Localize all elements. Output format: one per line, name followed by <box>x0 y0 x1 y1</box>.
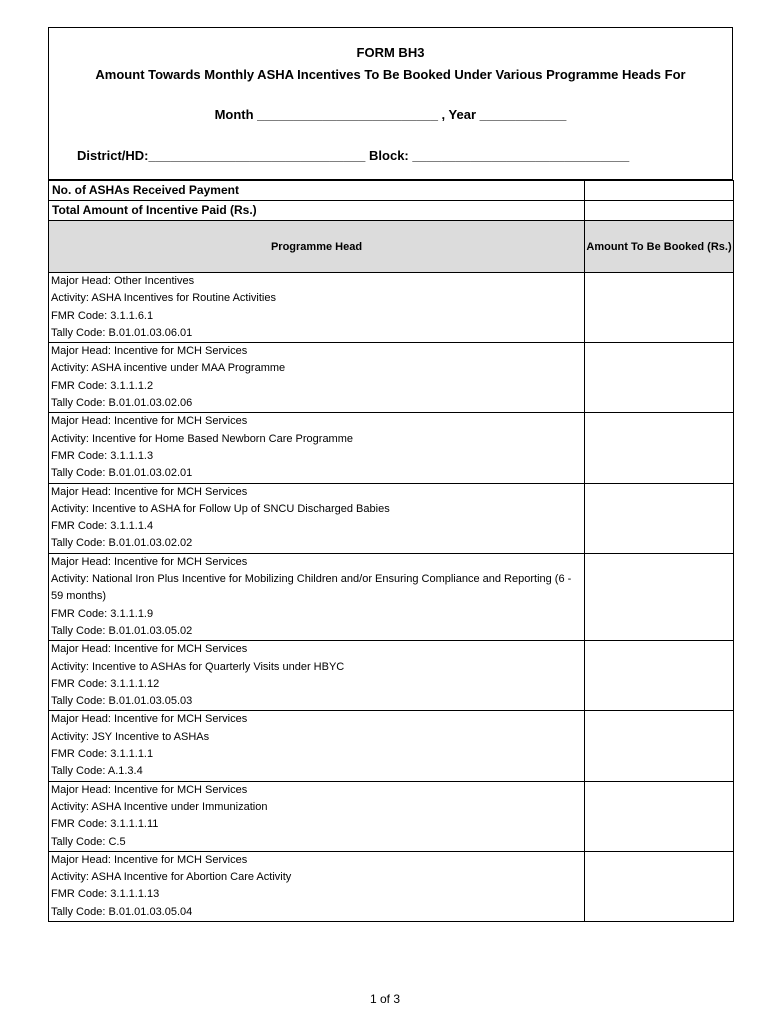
table-row <box>49 483 734 553</box>
programme-head-cell <box>49 781 585 851</box>
form-header <box>48 27 733 180</box>
major-head-text: Major Head: Incentive for MCH Services <box>51 783 248 796</box>
column-header-amount: Amount To Be Booked (Rs.) <box>585 221 734 273</box>
major-head-text: Major Head: Incentive for MCH Services <box>51 555 248 568</box>
activity-text: Activity: ASHA Incentive under Immunization <box>51 800 268 813</box>
major-head-text: Major Head: Incentive for MCH Services <box>51 643 248 656</box>
programme-head-cell <box>49 641 585 711</box>
incentive-table <box>48 180 734 922</box>
amount-cell[interactable] <box>585 781 734 851</box>
table-row <box>49 781 734 851</box>
programme-head-cell <box>49 851 585 921</box>
asha-count-label: No. of ASHAs Received Payment <box>49 181 585 201</box>
activity-text: Activity: ASHA Incentive for Abortion Care Activity <box>51 871 292 884</box>
programme-head-cell <box>49 343 585 413</box>
tally-code-text: Tally Code: B.01.01.03.02.06 <box>51 397 193 410</box>
programme-head-cell <box>49 273 585 343</box>
fmr-code-text: FMR Code: 3.1.1.1.9 <box>51 607 154 620</box>
activity-text: Activity: Incentive to ASHA for Follow Up of SNCU Discharged Babies <box>51 502 390 515</box>
amount-cell[interactable] <box>585 343 734 413</box>
major-head-text: Major Head: Incentive for MCH Services <box>51 345 248 358</box>
tally-code-text: Tally Code: A.1.3.4 <box>51 765 143 778</box>
tally-code-text: Tally Code: B.01.01.03.02.02 <box>51 537 193 550</box>
fmr-code-text: FMR Code: 3.1.1.6.1 <box>51 309 154 322</box>
activity-text: Activity: JSY Incentive to ASHAs <box>51 730 210 743</box>
table-row <box>49 343 734 413</box>
summary-row-total-amount <box>49 201 734 221</box>
major-head-text: Major Head: Incentive for MCH Services <box>51 485 248 498</box>
major-head-text: Major Head: Incentive for MCH Services <box>51 853 248 866</box>
major-head-text: Major Head: Incentive for MCH Services <box>51 713 248 726</box>
fmr-code-text: FMR Code: 3.1.1.1.3 <box>51 449 154 462</box>
major-head-text: Major Head: Incentive for MCH Services <box>51 415 248 428</box>
asha-count-value-cell[interactable] <box>585 181 734 201</box>
tally-code-text: Tally Code: B.01.01.03.05.02 <box>51 624 193 637</box>
table-row <box>49 641 734 711</box>
programme-head-cell <box>49 483 585 553</box>
activity-text: Activity: Incentive for Home Based Newborn Care Programme <box>51 432 354 445</box>
tally-code-text: Tally Code: B.01.01.03.06.01 <box>51 326 193 339</box>
amount-cell[interactable] <box>585 413 734 483</box>
form-subtitle: Amount Towards Monthly ASHA Incentives To Be Booked Under Various Programme Heads For <box>95 67 686 82</box>
activity-text: Activity: National Iron Plus Incentive for Mobilizing Children and/or Ensuring Compliance and Reporting (6 - 59 months) <box>51 573 572 603</box>
fmr-code-text: FMR Code: 3.1.1.1.4 <box>51 520 154 533</box>
month-year-line: Month _________________________ , Year ____________ <box>214 107 567 122</box>
amount-cell[interactable] <box>585 553 734 640</box>
table-row <box>49 851 734 921</box>
summary-row-asha-count <box>49 181 734 201</box>
form-title: FORM BH3 <box>356 45 425 60</box>
programme-head-cell <box>49 413 585 483</box>
column-header-programme: Programme Head <box>49 221 585 273</box>
amount-cell[interactable] <box>585 483 734 553</box>
fmr-code-text: FMR Code: 3.1.1.1.1 <box>51 748 154 761</box>
fmr-code-text: FMR Code: 3.1.1.1.13 <box>51 888 160 901</box>
total-amount-label: Total Amount of Incentive Paid (Rs.) <box>49 201 585 221</box>
tally-code-text: Tally Code: B.01.01.03.05.03 <box>51 695 193 708</box>
programme-head-cell <box>49 711 585 781</box>
table-header-row <box>49 221 734 273</box>
fmr-code-text: FMR Code: 3.1.1.1.12 <box>51 677 160 690</box>
total-amount-value-cell[interactable] <box>585 201 734 221</box>
district-block-line: District/HD:______________________________ Block: ______________________________ <box>77 148 630 163</box>
activity-text: Activity: ASHA incentive under MAA Programme <box>51 362 286 375</box>
amount-cell[interactable] <box>585 711 734 781</box>
tally-code-text: Tally Code: C.5 <box>51 835 126 848</box>
tally-code-text: Tally Code: B.01.01.03.05.04 <box>51 905 193 918</box>
amount-cell[interactable] <box>585 851 734 921</box>
table-body <box>49 273 734 922</box>
activity-text: Activity: Incentive to ASHAs for Quarterly Visits under HBYC <box>51 660 345 673</box>
table-row <box>49 413 734 483</box>
tally-code-text: Tally Code: B.01.01.03.02.01 <box>51 467 193 480</box>
table-row <box>49 553 734 640</box>
table-row <box>49 711 734 781</box>
activity-text: Activity: ASHA Incentives for Routine Activities <box>51 292 276 305</box>
page-number: 1 of 3 <box>369 992 401 1006</box>
programme-head-cell <box>49 553 585 640</box>
amount-cell[interactable] <box>585 273 734 343</box>
table-row <box>49 273 734 343</box>
fmr-code-text: FMR Code: 3.1.1.1.11 <box>51 818 159 831</box>
amount-cell[interactable] <box>585 641 734 711</box>
major-head-text: Major Head: Other Incentives <box>51 275 195 287</box>
fmr-code-text: FMR Code: 3.1.1.1.2 <box>51 379 154 392</box>
form-bh3 <box>48 27 733 922</box>
